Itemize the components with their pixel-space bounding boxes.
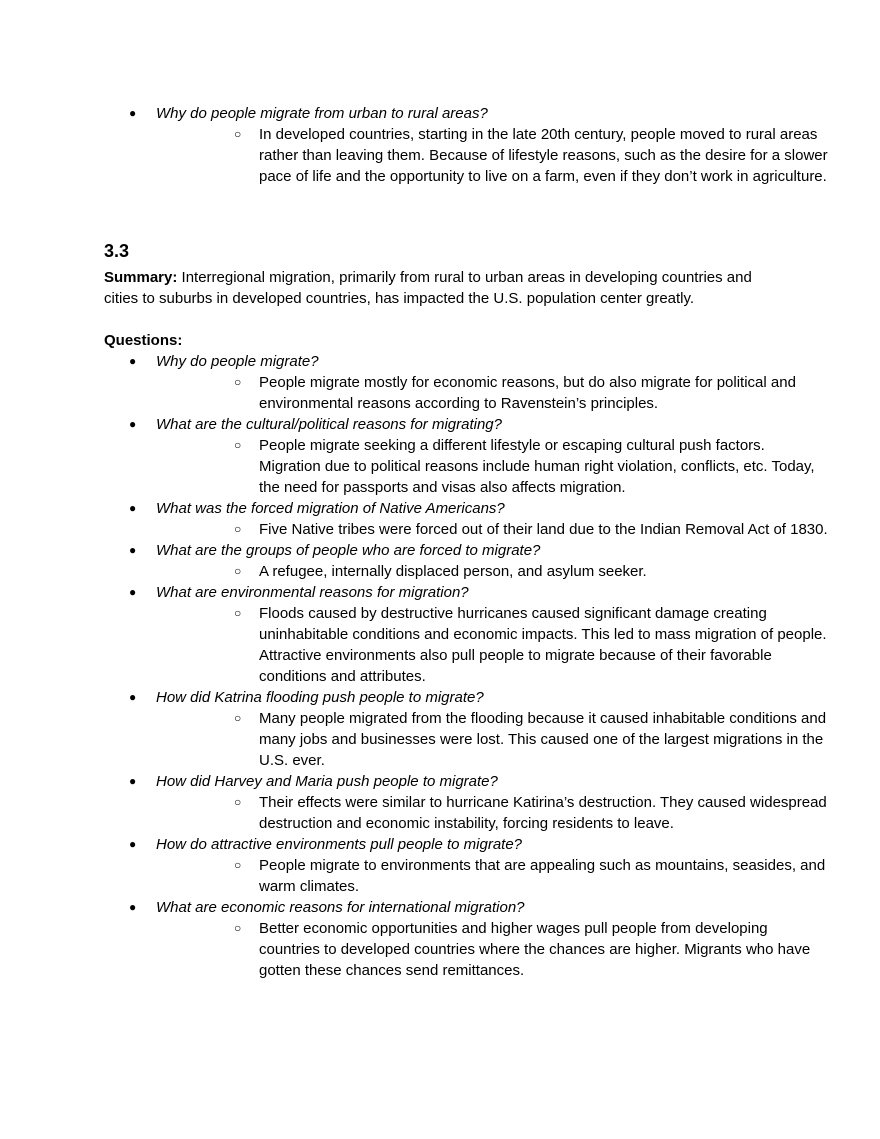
answer-item: ○ A refugee, internally displaced person, and asylum seeker. bbox=[156, 561, 829, 582]
question-item bbox=[104, 540, 784, 582]
question-text: What are the cultural/political reasons for migrating? bbox=[156, 416, 502, 433]
question-item bbox=[104, 103, 828, 187]
question-text: Why do people migrate? bbox=[156, 353, 319, 370]
summary bbox=[104, 267, 784, 309]
question-text: What are the groups of people who are forced to migrate? bbox=[156, 542, 541, 559]
question-text: What was the forced migration of Native Americans? bbox=[156, 500, 505, 517]
section-heading: 3.3 bbox=[104, 241, 130, 261]
document-page bbox=[104, 103, 828, 981]
question-text: How did Harvey and Maria push people to migrate? bbox=[156, 773, 498, 790]
summary-label: Summary: bbox=[104, 269, 178, 286]
answer-item: ○ People migrate seeking a different lifestyle or escaping cultural push factors. Migration due to political reasons include human right violation, conflicts, etc. Today, the need for passports and visas also affects migration. bbox=[156, 435, 829, 498]
questions-list bbox=[104, 351, 828, 981]
question-item bbox=[104, 834, 826, 897]
question-text: What are economic reasons for international migration? bbox=[156, 899, 525, 916]
question-text: Why do people migrate from urban to rural areas? bbox=[156, 105, 488, 122]
question-text: How do attractive environments pull people to migrate? bbox=[156, 836, 523, 853]
answer-item: ○ Floods caused by destructive hurricanes caused significant damage creating uninhabitable conditions and economic impacts. This led to mass migration of people. Attractive environments also pull people to migrate because of their favorable conditions and attributes. bbox=[156, 603, 829, 687]
question-item bbox=[104, 897, 811, 981]
summary-text: Interregional migration, primarily from rural to urban areas in developing countries and cities to suburbs in developed countries, has impacted the U.S. population center greatly. bbox=[104, 269, 752, 307]
intro-list bbox=[104, 103, 828, 187]
answer-item: ○ Many people migrated from the flooding because it caused inhabitable conditions and many jobs and businesses were lost. This caused one of the largest migrations in the U.S. ever. bbox=[156, 708, 829, 771]
answer-item: ○ People migrate to environments that are appealing such as mountains, seasides, and warm climates. bbox=[156, 855, 829, 897]
answer-item: ○ Their effects were similar to hurricane Katirina’s destruction. They caused widespread destruction and economic instability, forcing residents to leave. bbox=[156, 792, 829, 834]
answer-item: ○ In developed countries, starting in the late 20th century, people moved to rural areas rather than leaving them. Because of lifestyle reasons, such as the desire for a slower pace of life and the opportunity to live on a farm, even if they don’t work in agriculture. bbox=[156, 124, 829, 187]
question-text: What are environmental reasons for migration? bbox=[156, 584, 469, 601]
question-item bbox=[104, 498, 828, 540]
question-item bbox=[104, 687, 827, 771]
question-item bbox=[104, 351, 796, 414]
answer-item: ○ People migrate mostly for economic reasons, but do also migrate for political and environmental reasons according to Ravenstein’s principles. bbox=[156, 372, 829, 414]
answer-item: ○ Five Native tribes were forced out of their land due to the Indian Removal Act of 1830. bbox=[156, 519, 829, 540]
questions-label: Questions: bbox=[104, 332, 183, 349]
question-item bbox=[104, 414, 815, 498]
question-item bbox=[104, 771, 827, 834]
question-item bbox=[104, 582, 827, 687]
question-text: How did Katrina flooding push people to migrate? bbox=[156, 689, 484, 706]
answer-item: ○ Better economic opportunities and higher wages pull people from developing countries to developed countries where the chances are higher. Migrants who have gotten these chances send remittances. bbox=[156, 918, 829, 981]
